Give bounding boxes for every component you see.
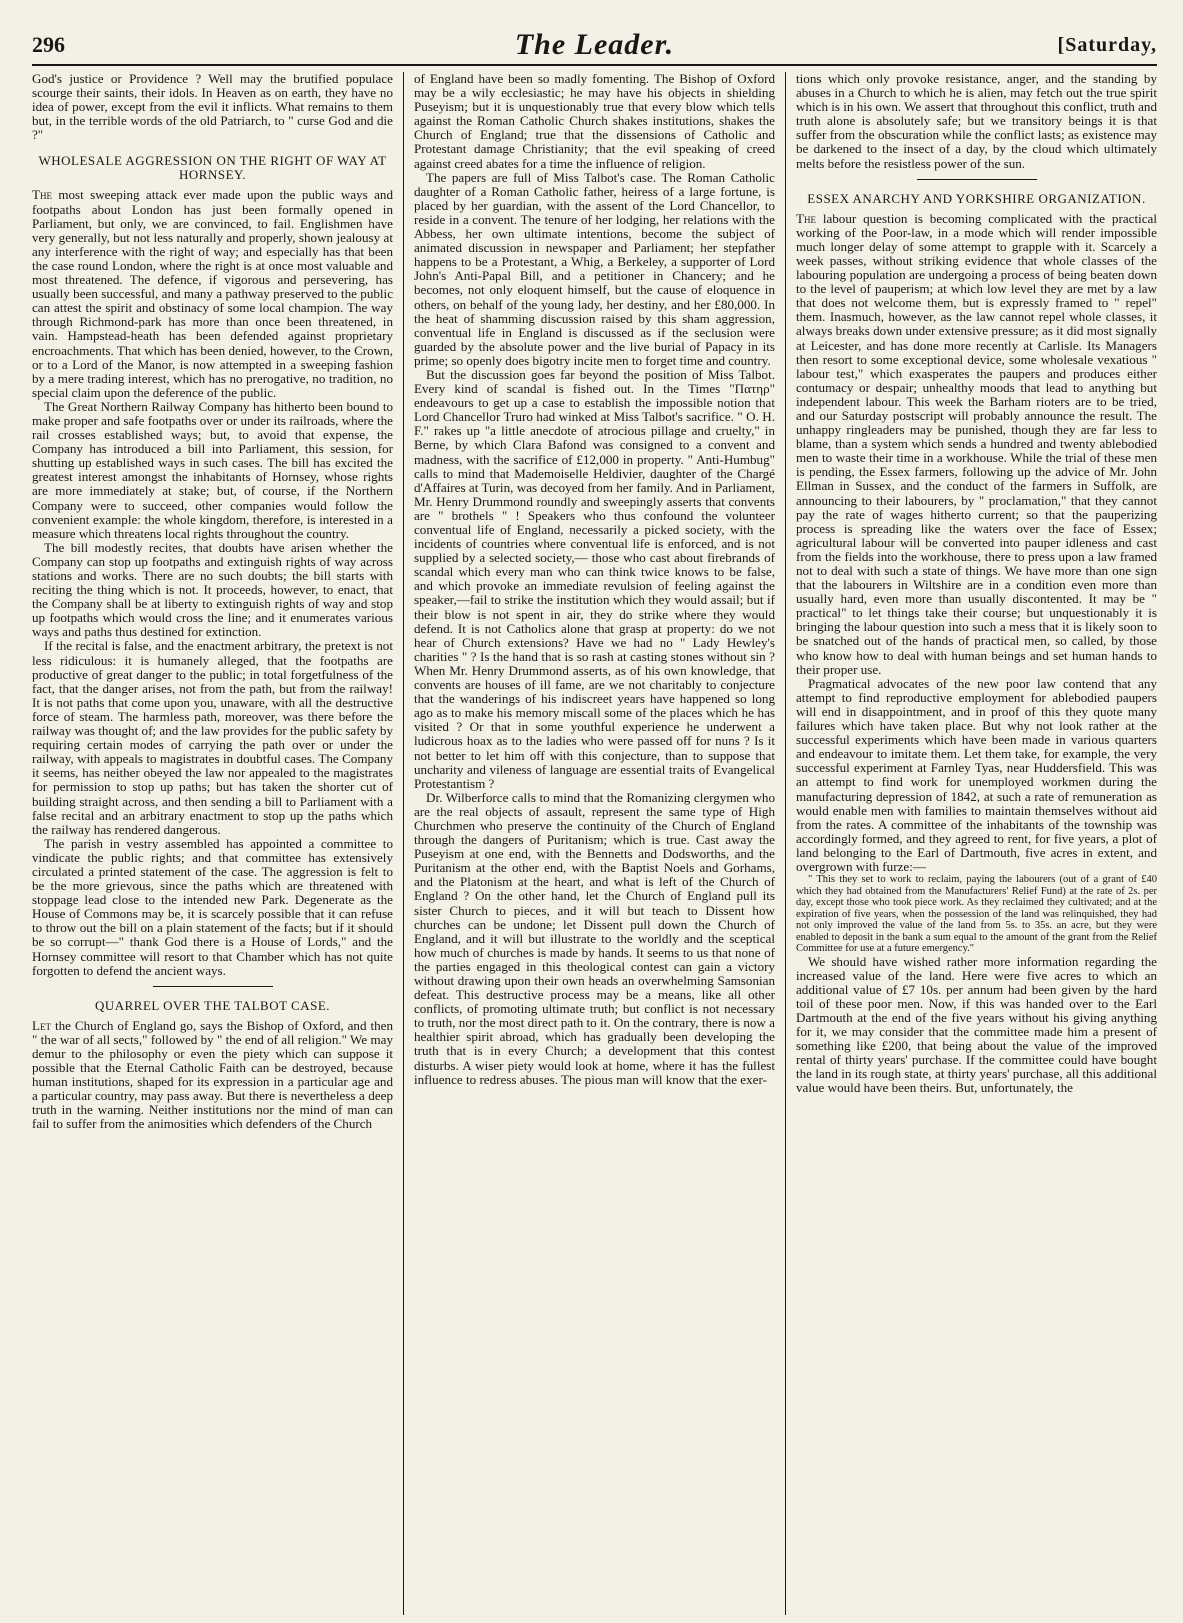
paragraph: Dr. Wilberforce calls to mind that the Romanizing clergymen who are the real objects of assault, represent the same type of High Churchmen who preserve the continuity of the Church of England through the dangers of Puritanism; which is true. Cast away the Puseyism at one end, with the Bennetts and Dodsworths, and the Puritanism at the other end, with the Baptist Noels and Gorhams, and the Platonism at the heart, and what is left of the Church of England ? On the other hand, let the Church of England pull its sister Church to pieces, and it will but teach to Dissent how churches can be undone; let Dissent pull down the Church of England, and it will but illustrate to the worldly and the sceptical how much of churches is made by hands. It seems to us that none of the parties engaged in this theological contest can gain a victory without drawing upon their own heads an overwhelming Samsonian defeat. This destructive process may be a means, like all other conflicts, of promoting ultimate truth; but conflict is not necessary to truth, nor the most direct path to it. On the contrary, there is now a healthier spirit abroad, which has gradually been developing the truth that is in every Church; a development that this contest disturbs. A wiser piety would look at home, where it has the fullest influence to redress abuses. The pious man will know that the exer- — [414, 789, 775, 1087]
paragraph-text: the Church of England go, says the Bishop of Oxford, and then " the war of all sects," followed by " the end of all religion." We may demur to the philosophy or even the piety which can suppose it possible that the Eternal Catholic Faith can be destroyed, because human institutions, shaped for its expression in a particular age and a particular country, may pass away. But there is nevertheless a deep truth in the warning. Neither institutions nor the mind of man can fail to suffer from the animosities which defenders of the Church — [32, 1017, 393, 1132]
page-header — [32, 28, 1157, 66]
paragraph-text: labour question is becoming complicated with the practical working of the Poor-law, in a mode which will render impossible much longer delay of some attempt to grapple with it. Scarcely a week passes, without striking evidence that whole classes of the labouring population are undergoing a process of being beaten down to the level of pauperism; at which low level they are met by a law that does not welcome them, but is expressly framed to " repel" them. Inasmuch, however, as the law cannot repel whole classes, it always breaks down under extensive pressure; as it did most signally at Leicester, and has done more recently at Carlisle. Its Managers then resort to some exceptional device, some wholesale vexatious " labour test," which exasperates the paupers and produces either contumacy or despair; unhealthy moods that lead to anything but independent labour. This week the Barham rioters are to be tried, and our Saturday postscript will probably announce the result. The unhappy ringleaders may be punished, though they are far less to blame, than a system which sends a hundred and twenty ablebodied men to waste their time in a workhouse. While the trial of these men is pending, the Essex farmers, following up the advice of Mr. John Ellman in Sussex, and the conduct of the farmers in Suffolk, are announcing to their labourers, by " proclamation," that they cannot pay the rate of wages hitherto current; so that the pauperizing process is spreading like the waters over the face of Essex; agricultural labour will be converted into pauper idleness and cast from the fields into the workhouse, there to press upon a law framed not to deal with such a state of things. We have more than one sign that the labourers in Wiltshire are in a condition even more than usually hard, even more than usually discontented. It may be " practical" to let things take their course; but unquestionably it is bringing the labour question into such a mess that it is likely soon to be snatched out of the hands of practical men, so called, by those who know how to deal with human beings and set human hands to their proper use. — [796, 210, 1157, 677]
paragraph: The bill modestly recites, that doubts have arisen whether the Company can stop up footpaths and extinguish rights of way across stations and works. There are no such doubts; the bill starts with reciting the thing which is not. It proceeds, however, to enact, that the Company shall be at liberty to extinguish rights of way and stop up footpaths which would cross the line; and it enumerates various ways and paths thus destined for extinction. — [32, 539, 393, 640]
column-3 — [785, 72, 1157, 1615]
divider — [917, 179, 1037, 180]
paragraph: Pragmatical advocates of the new poor law contend that any attempt to find reproductive employment for ablebodied paupers will end in disappointment, and in proof of this they quote many failures which have taken place. But why not look rather at the successful experiments which have been made in various quarters and endeavour to imitate them. Let them take, for example, the very successful experiment at Farnley Tyas, near Huddersfield. This was an attempt to find work for unemployed workmen during the manufacturing depression of 1842, at such a rate of remuneration as would enable men with families to maintain themselves without aid from the rates. A committee of the inhabitants of the township was accordingly formed, and they agreed to rent, for five years, a plot of land belonging to the Earl of Dartmouth, five acres in extent, and overgrown with furze:— — [796, 675, 1157, 874]
paragraph: The parish in vestry assembled has appointed a committee to vindicate the public rights; and that committee has extensively circulated a printed statement of the case. The aggression is felt to be the more grievous, since the paths which are threatened with stoppage lead close to the intended new Park. Degenerate as the House of Commons may be, it is scarcely possible that it can refuse to throw out the bill on a plain statement of the facts; but if it should be so corrupt—" thank God there is a House of Lords," and the Hornsey committee will resort to that Chamber which has not quite forgotten to defend the ancient ways. — [32, 835, 393, 978]
article-heading-essex: ESSEX ANARCHY AND YORKSHIRE ORGANIZATION. — [807, 190, 1146, 206]
paragraph: The papers are full of Miss Talbot's case. The Roman Catholic daughter of a Roman Catholic father, heiress of a large fortune, is placed by her guardian, with the assent of the Lord Chancellor, to reside in a convent. The tenure of her lodging, her relations with the Abbess, her own ultimate intentions, become the subject of animated discussion in newspaper and Parliament; her stepfather happens to be a Protestant, a Whig, a Berkeley, a supporter of Lord John's Anti-Papal Bill, and a petitioner in Chancery; and he becomes, not only eloquent himself, but the cause of eloquence in others, on behalf of the young lady, her destiny, and her £80,000. In the heat of shamming discussion raised by this sham aggression, conventual life in England is discussed as if the seclusion were guarded by the absolute power and the live burial of Papacy in its prime; so openly does bigotry incite men to forget time and country. — [414, 169, 775, 368]
column-2 — [403, 72, 785, 1615]
intro-paragraph: God's justice or Providence ? Well may the brutified populace scourge their saints, their idols. In Heaven as on earth, they have no idea of power, except from the evil it inflicts. What remains to them but, in the terrible words of the old Patriarch, to " curse God and die ?" — [32, 72, 393, 143]
article-heading-hornsey: WHOLESALE AGGRESSION ON THE RIGHT OF WAY AT HORNSEY. — [38, 153, 387, 183]
article-columns — [32, 72, 1157, 1615]
article-heading-talbot: QUARREL OVER THE TALBOT CASE. — [94, 997, 331, 1013]
paragraph — [32, 188, 393, 399]
paragraph: tions which only provoke resistance, anger, and the standing by abuses in a Church to which he is alien, may fetch out the true spirit which is in his own. We assert that throughout this conflict, truth and truth alone is absolutely safe; but we transitory beings it is that suffer from the obscuration while the conflict lasts; as existence may be darkened to the insect of a day, by the cloud which ultimately melts before the resistless power of the sun. — [796, 72, 1157, 171]
quoted-extract: " This they set to work to reclaim, paying the labourers (out of a grant of £40 which they had obtained from the Manufacturers' Relief Fund) at the rate of 2s. per day, except those who took piece work. As they reclaimed they cultivated; and at the expiration of five years, when the possession of the land was relinquished, they had not only improved the value of the land from 5s. to 35s. an acre, but they were enabled to deposit in the bank a sum equal to the amount of the grant from the Relief Committee for use at a future emergency." — [796, 874, 1157, 955]
paragraph: The Great Northern Railway Company has hitherto been bound to make proper and safe footpaths over or under its railroads, where the rail crosses established ways; but, to avoid that expense, the Company has introduced a bill into Parliament, this session, for shutting up established ways in such cases. The bill has excited the greatest interest amongst the inhabitants of Hornsey, whose rights are more immediately at stake; but, of course, if the Northern Company were to succeed, other companies would follow the convenient example: the whole kingdom, therefore, is interested in a measure which threatens local rights throughout the country. — [32, 398, 393, 541]
drop-word: The — [32, 187, 52, 203]
paragraph — [32, 1019, 393, 1132]
issue-day: [Saturday, — [1057, 34, 1157, 56]
divider — [153, 986, 273, 987]
masthead: The Leader. — [514, 28, 675, 61]
paragraph: We should have wished rather more information regarding the increased value of the land. Here were five acres to which an additional value of £7 10s. per annum had been given by the hard toil of these poor men. Now, if this was handed over to the Earl Dartmouth at the end of the five years without his giving anything for it, we may consider that the committee made him a present of something like £200, that being about the value of the improved rental of thirty years' purchase. If the committee could have bought the land in its rough state, at thirty years' purchase, all this additional value would have been theirs. But, unfortunately, the — [796, 953, 1157, 1096]
page-number: 296 — [32, 32, 65, 57]
paragraph — [796, 212, 1157, 677]
drop-word: The — [796, 210, 816, 226]
paragraph-text: most sweeping attack ever made upon the public ways and footpaths about London has just been formally opened in Parliament, but only, we are convinced, to fail. Englishmen have very generally, but not less naturally and properly, shown jealousy at any interference with the right of way; and especially has that been the case round London, where the right is at once most valuable and most threatened. The defence, if vigorous and persevering, has usually been successful, and many a pathway preserved to the public can attest the spirit and obstinacy of some local champion. The way through Richmond-park has more than once been threatened, in vain. Hampstead-heath has been defended against proprietary encroachments. That which has been denied, however, to the Crown, or to a Lord of the Manor, is now attempted in a sweeping fashion by a mere trading interest, which has no prerogative, no tradition, no special claim upon the deference of the public. — [32, 187, 393, 400]
paragraph: If the recital is false, and the enactment arbitrary, the pretext is not less ridiculous: it is humanely alleged, that the footpaths are productive of great danger to the public; in total forgetfulness of the fact, that the danger arises, not from the path, but from the railway! It is not paths that come upon you, unaware, with all the destructive force of steam. The harmless path, moreover, was there before the railway was thought of; and the law provides for the public safety by requiring certain modes of carrying the path over or under the railway, with appeals to magistrates in doubtful cases. The Company it seems, has neither obeyed the law nor appealed to the magistrates for permission to stop up paths; but has taken the shorter cut of building straight across, and then sending a bill to Parliament with a false recital and an arbitrary enactment to stop up the paths which the railway has rendered dangerous. — [32, 638, 393, 837]
paragraph: of England have been so madly fomenting. The Bishop of Oxford may be a wily ecclesiastic; he may have his objects in shielding Puseyism; but it is unquestionably true that every blow which tells against the Roman Catholic Church shakes institutions, shakes the Church of England; true that the dissensions of Catholic and Protestant damage Christianity; that the evil speaking of creed against creed abates for a time the influence of religion. — [414, 72, 775, 171]
column-1 — [32, 72, 403, 1615]
paragraph: But the discussion goes far beyond the position of Miss Talbot. Every kind of scandal is fished out. In the Times "Πατηρ" endeavours to get up a case to establish the impossible notion that Lord Chancellor Truro had winked at Miss Talbot's sacrifice. " O. H. F." rakes up "a little anecdote of atrocious pillage and cruelty," in Berne, by which Clara Bafond was consigned to a convent and madness, with the sacrifice of £12,000 in property. " Anti-Humbug" calls to mind that Mademoiselle Heldivier, daughter of the Chargé d'Affaires at Turin, was decoyed from her family. And in Parliament, Mr. Henry Drummond roundly and sweepingly asserts that convents are " brothels " ! Speakers who thus confound the volunteer conventual life of England, necessarily a picked society, with the incidents of countries where conventual life is enforced, and is not supplied by a selected society,— those who cast about firebrands of scandal which every man who can think twice knows to be false, and which provoke an immediate revulsion of feeling against the speaker,—fail to strike the institution which they would assail; but if their blow is not spent in air, they do strike where they would defend. It is not Catholics alone that grasp at property: do we not hear of Church extensions? Have we had no " Lady Hewley's charities " ? Is the hand that is so rash at casting stones without sin ? When Mr. Henry Drummond asserts, as of his own knowledge, that convents are houses of ill fame, are we not charitably to conjecture that the wanderings of his indiscreet years have happened so long ago as to make his memory miscall some of the places which he has visited ? Or that in some youthful experience he underwent a ludicrous hoax as to the ladies who were passed off for nuns ? Is it not better to let him off with this conjecture, than to suppose that uncharity and vileness of language are essential traits of Evangelical Protestantism ? — [414, 366, 775, 791]
drop-word: Let — [32, 1017, 51, 1033]
